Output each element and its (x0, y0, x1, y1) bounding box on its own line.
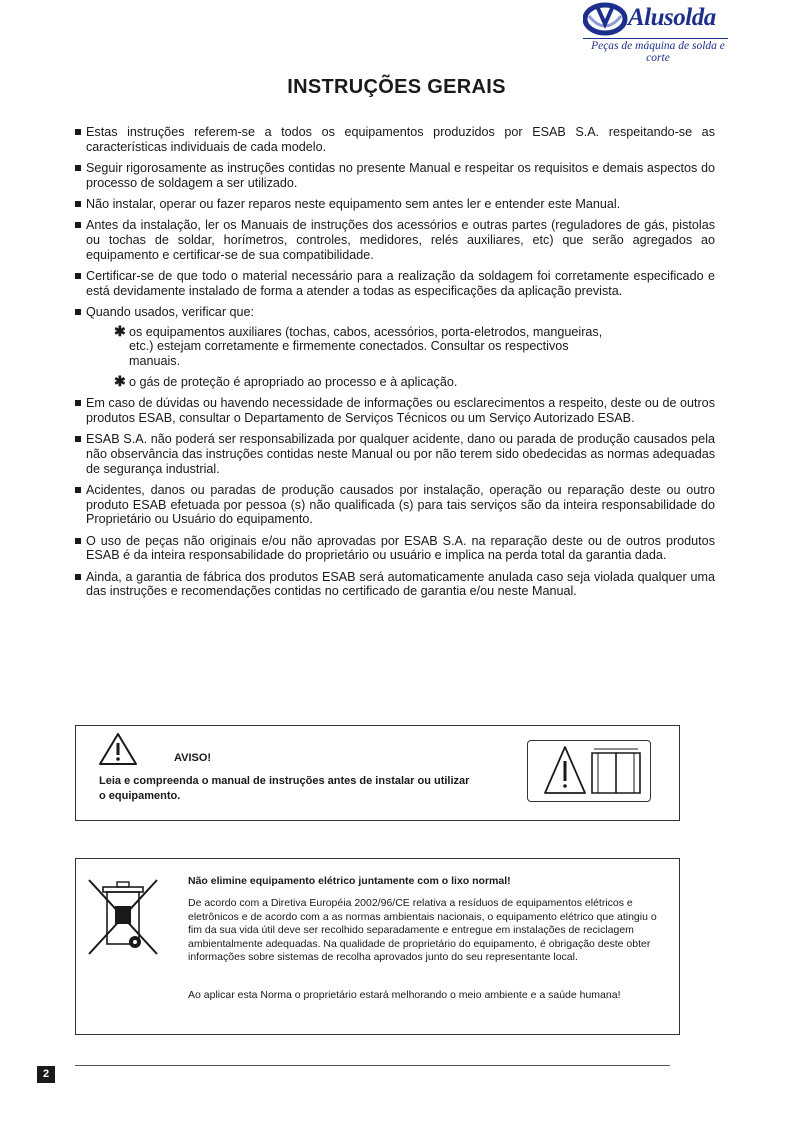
square-bullet-icon (75, 222, 81, 228)
square-bullet-icon (75, 201, 81, 207)
square-bullet-icon (75, 574, 81, 580)
weee-title: Não elimine equipamento elétrico juntamente com o lixo normal! (188, 875, 511, 887)
alusolda-logo-icon (583, 2, 629, 38)
warning-title: AVISO! (174, 752, 212, 764)
list-item: Seguir rigorosamente as instruções contidas no presente Manual e respeitar os requisitos e demais aspectos do processo de soldagem a ser utilizado. (75, 161, 715, 190)
list-item: ESAB S.A. não poderá ser responsabilizada por qualquer acidente, dano ou parada de produção causados pela não observância das instruções contidas neste Manual ou por não terem sido obedecidas as normas adequadas de segurança industrial. (75, 432, 715, 476)
square-bullet-icon (75, 309, 81, 315)
square-bullet-icon (75, 538, 81, 544)
list-item: Quando usados, verificar que: ✱ os equipamentos auxiliares (tochas, cabos, acessórios, porta-eletrodos, mangueiras, etc.) estejam corretamente e firmemente conectados. Consultar os respectivos manuais. ✱ o gás de proteção é apropriado ao processo e à aplicação. (75, 305, 715, 390)
logo-brand-name: Alusolda (628, 4, 716, 31)
sub-list-item: ✱ os equipamentos auxiliares (tochas, cabos, acessórios, porta-eletrodos, mangueiras, etc.) estejam corretamente e firmemente conectados. Consultar os respectivos manuais. (114, 322, 603, 369)
square-bullet-icon (75, 400, 81, 406)
square-bullet-icon (75, 436, 81, 442)
read-manual-icon (528, 741, 650, 801)
logo-tagline: Peças de máquina de solda e corte (591, 40, 725, 64)
asterisk-bullet-icon: ✱ (114, 322, 126, 339)
page-title: INSTRUÇÕES GERAIS (287, 76, 506, 98)
weee-paragraph: Ao aplicar esta Norma o proprietário estará melhorando o meio ambiente e a saúde humana! (188, 989, 621, 1001)
list-item: Estas instruções referem-se a todos os equipamentos produzidos por ESAB S.A. respeitando-se as características individuais de cada modelo. (75, 125, 715, 154)
warning-box (75, 725, 680, 821)
logo-divider (583, 38, 728, 39)
brand-logo (583, 2, 733, 64)
list-item: Antes da instalação, ler os Manuais de instruções dos acessórios e outras partes (reguladores de gás, pistolas ou tochas de soldar, horímetros, controles, medidores, relés auxiliares, etc) que serão agregados ao equipamento e certificar-se de sua compatibilidade. (75, 218, 715, 262)
read-manual-sign (527, 740, 651, 802)
list-item: Não instalar, operar ou fazer reparos neste equipamento sem antes ler e entender este Manual. (75, 197, 715, 212)
square-bullet-icon (75, 165, 81, 171)
list-item: Certificar-se de que todo o material necessário para a realização da soldagem foi corretamente especificado e está devidamente instalado de forma a atender a todas as especificações da aplicação prevista. (75, 269, 715, 298)
list-item: Em caso de dúvidas ou havendo necessidade de informações ou esclarecimentos a respeito, deste ou de outros produtos ESAB, consultar o Departamento de Serviços Técnicos ou um Serviço Autorizado ESAB. (75, 396, 715, 425)
list-item: Ainda, a garantia de fábrica dos produtos ESAB será automaticamente anulada caso seja violada qualquer uma das instruções e recomendações contidas no certificado de garantia e/ou neste Manual. (75, 570, 715, 599)
square-bullet-icon (75, 487, 81, 493)
square-bullet-icon (75, 273, 81, 279)
crossed-out-bin-icon (87, 878, 159, 956)
weee-paragraph: De acordo com a Diretiva Européia 2002/96/CE relativa a resíduos de equipamentos elétricos e eletrônicos e de acordo com a as normas ambientais nacionais, o equipamento elétrico que atingiu o fim da sua vida útil deve ser recolhido separadamente e entregue em instalações de reciclagem ambientalmente adequadas. Na qualidade de proprietário do equipamento, é obrigação deste obter informações sobre sistemas de recolha aprovados junto do seu representante local. (188, 897, 657, 964)
page-number: 2 (37, 1066, 55, 1083)
footer-divider (75, 1065, 670, 1066)
weee-notice-box (75, 858, 680, 1035)
list-item: O uso de peças não originais e/ou não aprovadas por ESAB S.A. na reparação deste ou de outros produtos ESAB é da inteira responsabilidade do proprietário ou usuário e implica na perda total da garantia dada. (75, 534, 715, 563)
warning-triangle-icon (98, 732, 138, 766)
square-bullet-icon (75, 129, 81, 135)
asterisk-bullet-icon: ✱ (114, 372, 126, 389)
instructions-list (75, 125, 715, 606)
list-item: Acidentes, danos ou paradas de produção causados por instalação, operação ou reparação deste ou outro produto ESAB efetuada por pessoa (s) não qualificada (s) para tais serviços são da inteira responsabilidade do Proprietário ou Usuário do equipamento. (75, 483, 715, 527)
sub-list-item: ✱ o gás de proteção é apropriado ao processo e à aplicação. (114, 372, 458, 389)
sub-list (114, 322, 614, 390)
warning-text: Leia e compreenda o manual de instruções antes de instalar ou utilizar o equipamento. (99, 775, 470, 802)
